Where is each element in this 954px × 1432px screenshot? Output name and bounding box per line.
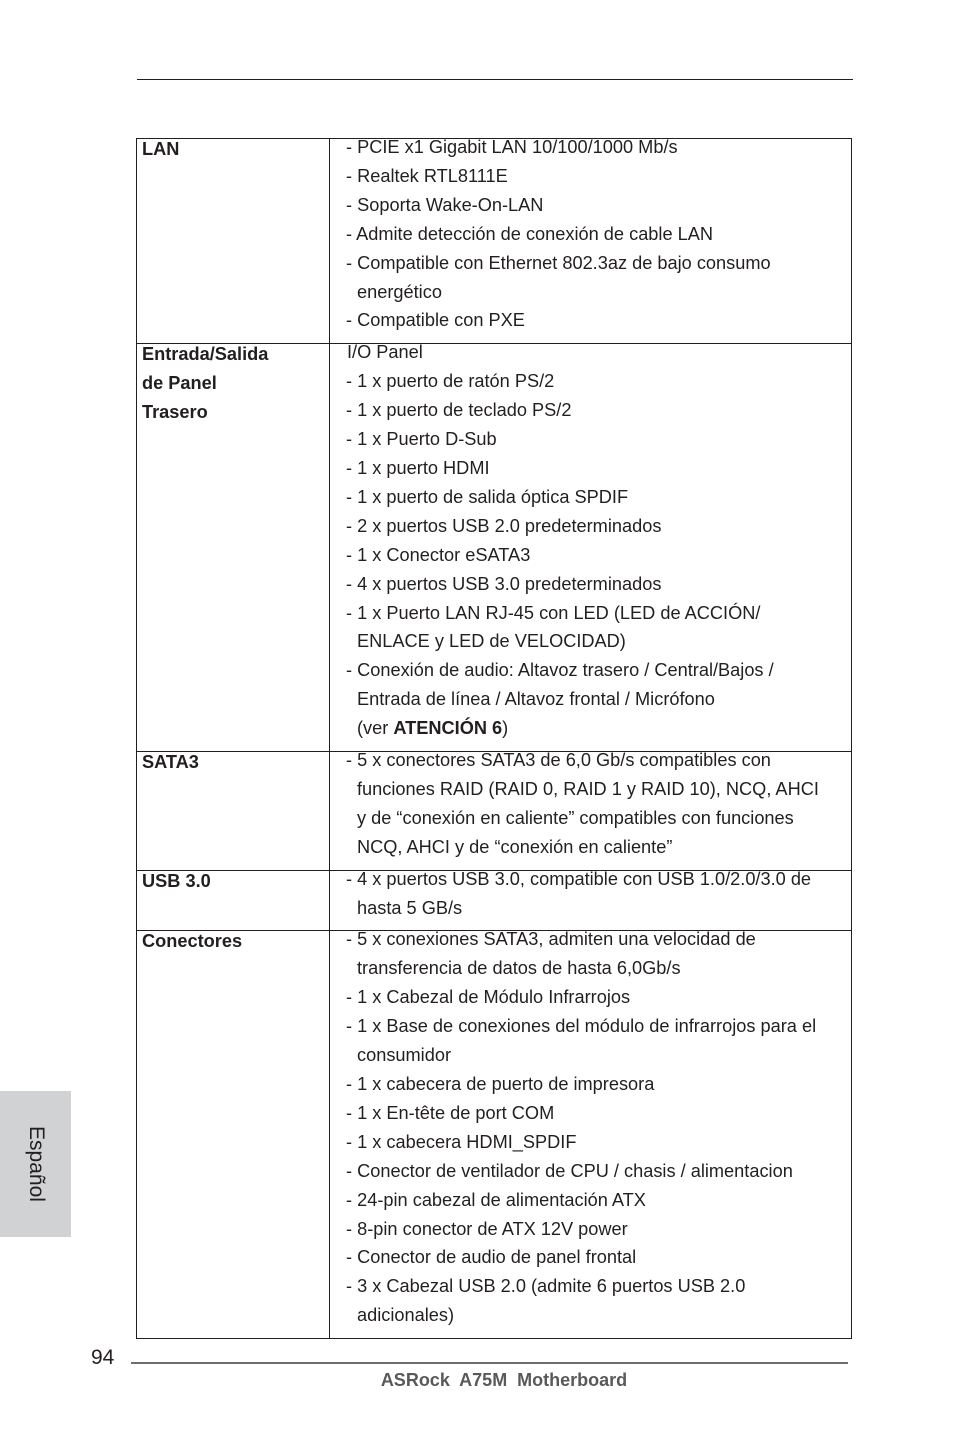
spec-value-line: - PCIE x1 Gigabit LAN 10/100/1000 Mb/s xyxy=(346,137,678,157)
spec-value-line: - Admite detección de conexión de cable LAN xyxy=(346,223,714,244)
spec-value-line: - 1 x cabecera HDMI_SPDIF xyxy=(346,1131,577,1152)
spec-value-line: - 3 x Cabezal USB 2.0 (admite 6 puertos USB 2.0 xyxy=(346,1276,746,1297)
spec-value-line xyxy=(346,714,845,743)
spec-value-line: y de “conexión en caliente” compatibles con funciones xyxy=(357,807,794,828)
spec-value-line: - 4 x puertos USB 3.0 predeterminados xyxy=(346,573,662,594)
spec-value-line: - Conexión de audio: Altavoz trasero / Central/Bajos / xyxy=(346,660,774,681)
spec-value-line: energético xyxy=(357,281,442,302)
spec-value-line: hasta 5 GB/s xyxy=(357,897,463,918)
spec-row xyxy=(137,139,852,344)
spec-label xyxy=(137,870,330,931)
spec-value-line: - 1 x Puerto D-Sub xyxy=(346,429,497,450)
spec-value-line: transferencia de datos de hasta 6,0Gb/s xyxy=(357,958,681,979)
spec-label xyxy=(137,931,330,1339)
spec-value-line: - 1 x Conector eSATA3 xyxy=(346,544,531,565)
spec-label-line: Trasero xyxy=(142,402,208,423)
spec-value-line: - 8-pin conector de ATX 12V power xyxy=(346,1218,628,1239)
spec-values xyxy=(330,752,852,871)
note-reference: ATENCIÓN 6 xyxy=(393,718,503,739)
spec-value-line: - 1 x En-tête de port COM xyxy=(346,1102,555,1123)
spec-label xyxy=(137,139,330,344)
language-side-tab xyxy=(0,1091,71,1237)
spec-label-line: USB 3.0 xyxy=(142,870,211,891)
spec-value-line: - 1 x puerto de ratón PS/2 xyxy=(346,371,555,392)
spec-value-line: - Conector de audio de panel frontal xyxy=(346,1247,637,1268)
spec-table xyxy=(136,138,852,1339)
spec-label-line: LAN xyxy=(142,139,180,159)
spec-value-line: - Soporta Wake-On-LAN xyxy=(346,194,544,215)
spec-row xyxy=(137,931,852,1339)
spec-value-line: ENLACE y LED de VELOCIDAD) xyxy=(357,631,626,652)
spec-value-text: ) xyxy=(502,718,509,739)
spec-value-line: I/O Panel xyxy=(347,342,423,363)
footer-product-name: ASRock A75M Motherboard xyxy=(380,1370,628,1390)
spec-value-line: - Compatible con PXE xyxy=(346,310,525,331)
spec-values xyxy=(330,344,852,752)
spec-value-line: - 1 x Base de conexiones del módulo de infrarrojos para el xyxy=(346,1016,817,1037)
spec-row xyxy=(137,344,852,752)
language-tab-label: Español xyxy=(24,1126,48,1202)
spec-values xyxy=(330,931,852,1339)
spec-label-line: SATA3 xyxy=(142,752,199,773)
spec-value-line: Entrada de línea / Altavoz frontal / Micrófono xyxy=(357,689,715,710)
spec-value-line: - 4 x puertos USB 3.0, compatible con USB 1.0/2.0/3.0 de xyxy=(346,868,812,889)
spec-row xyxy=(137,870,852,931)
spec-label xyxy=(137,344,330,752)
top-rule xyxy=(137,79,853,80)
spec-value-line: adicionales) xyxy=(357,1305,455,1326)
spec-value-line: - Compatible con Ethernet 802.3az de bajo consumo xyxy=(346,252,771,273)
spec-label-line: Conectores xyxy=(142,931,243,952)
spec-value-line: - 1 x Puerto LAN RJ-45 con LED (LED de ACCIÓN/ xyxy=(346,602,761,623)
spec-label-line: de Panel xyxy=(142,373,217,394)
spec-value-line: NCQ, AHCI y de “conexión en caliente” xyxy=(357,836,673,857)
spec-row xyxy=(137,752,852,871)
spec-label-line: Entrada/Salida xyxy=(142,344,269,365)
spec-value-line: - Conector de ventilador de CPU / chasis / alimentacion xyxy=(346,1160,793,1181)
spec-value-line: - 2 x puertos USB 2.0 predeterminados xyxy=(346,515,662,536)
spec-value-line: consumidor xyxy=(357,1045,452,1066)
page-number: 94 xyxy=(91,1346,115,1369)
spec-value-line: - 1 x puerto de teclado PS/2 xyxy=(346,400,572,421)
spec-value-line: - 1 x puerto de salida óptica SPDIF xyxy=(346,486,629,507)
spec-value-line: - 24-pin cabezal de alimentación ATX xyxy=(346,1189,646,1210)
spec-value-text: (ver xyxy=(357,718,394,739)
footer-rule xyxy=(131,1362,848,1364)
spec-value-line: - 1 x cabecera de puerto de impresora xyxy=(346,1074,655,1094)
spec-value-line: - 1 x Cabezal de Módulo Infrarrojos xyxy=(346,987,631,1008)
spec-label xyxy=(137,752,330,871)
spec-values xyxy=(330,139,852,344)
spec-value-line: - 1 x puerto HDMI xyxy=(346,457,490,478)
spec-value-line: funciones RAID (RAID 0, RAID 1 y RAID 10), NCQ, AHCI xyxy=(357,778,819,799)
spec-table-body xyxy=(137,139,852,1339)
spec-value-line: - Realtek RTL8111E xyxy=(346,165,508,186)
spec-value-line: - 5 x conexiones SATA3, admiten una velocidad de xyxy=(346,929,756,950)
spec-values xyxy=(330,870,852,931)
spec-value-line: - 5 x conectores SATA3 de 6,0 Gb/s compatibles con xyxy=(346,750,771,771)
